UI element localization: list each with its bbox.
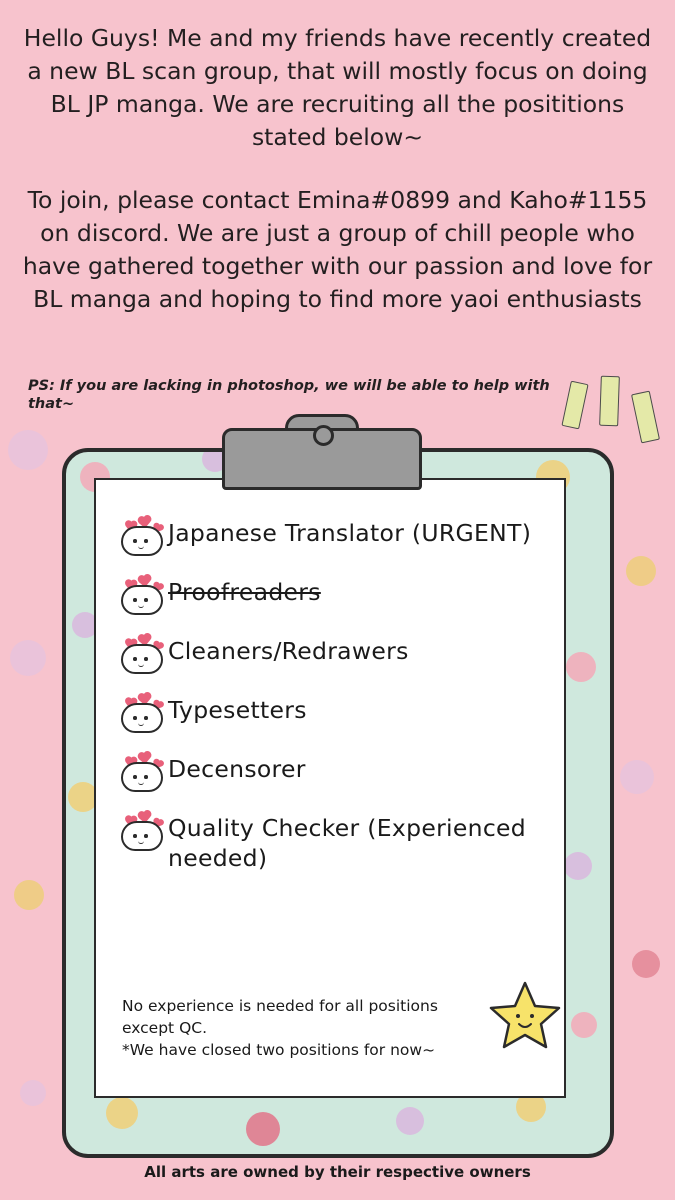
credit-text: All arts are owned by their respective owners bbox=[144, 1163, 531, 1181]
intro-text-block bbox=[0, 22, 675, 316]
list-item bbox=[118, 510, 558, 558]
sparkle-stroke-icon bbox=[631, 391, 660, 444]
confetti-dot bbox=[632, 950, 660, 978]
roles-list bbox=[118, 510, 558, 884]
blob-mascot-icon bbox=[118, 813, 168, 853]
board-dot bbox=[566, 652, 596, 682]
confetti-dot bbox=[10, 640, 46, 676]
confetti-dot bbox=[626, 556, 656, 586]
footnote-line-1: No experience is needed for all positions bbox=[122, 997, 438, 1015]
list-item bbox=[118, 628, 558, 676]
blob-mascot-icon bbox=[118, 577, 168, 617]
role-label: Cleaners/Redrawers bbox=[168, 637, 409, 665]
ps-note: PS: If you are lacking in photoshop, we will be able to help with that~ bbox=[28, 378, 550, 412]
board-dot bbox=[571, 1012, 597, 1038]
footnote-line-3: *We have closed two positions for now~ bbox=[122, 1041, 436, 1059]
confetti-dot bbox=[14, 880, 44, 910]
footnote-block bbox=[122, 995, 522, 1061]
board-dot bbox=[396, 1107, 424, 1135]
blob-mascot-icon bbox=[118, 754, 168, 794]
star-sticker-icon bbox=[488, 980, 562, 1050]
intro-paragraph-2: To join, please contact Emina#0899 and Kaho#1155 on discord. We are just a group of chill people who have gathered together with our passion and love for BL manga and hoping to find more yaoi enthusiasts bbox=[22, 186, 653, 313]
list-item bbox=[118, 687, 558, 735]
blob-mascot-icon bbox=[118, 636, 168, 676]
role-label: Decensorer bbox=[168, 755, 306, 783]
confetti-dot bbox=[8, 430, 48, 470]
role-label: Quality Checker (Experienced needed) bbox=[168, 814, 527, 872]
role-label: Japanese Translator (URGENT) bbox=[168, 519, 532, 547]
board-dot bbox=[106, 1097, 138, 1129]
intro-paragraph-1: Hello Guys! Me and my friends have recently created a new BL scan group, that will mostly focus on doing BL JP manga. We are recruiting all the posititions stated below~ bbox=[23, 24, 652, 151]
list-item bbox=[118, 569, 558, 617]
board-dot bbox=[564, 852, 592, 880]
sparkle-stroke-icon bbox=[599, 376, 620, 427]
board-dot bbox=[246, 1112, 280, 1146]
list-item bbox=[118, 746, 558, 794]
list-item bbox=[118, 805, 558, 873]
confetti-dot bbox=[20, 1080, 46, 1106]
blob-mascot-icon bbox=[118, 518, 168, 558]
blob-mascot-icon bbox=[118, 695, 168, 735]
role-label: Typesetters bbox=[168, 696, 307, 724]
role-label: Proofreaders bbox=[168, 578, 321, 606]
footnote-line-2: except QC. bbox=[122, 1019, 208, 1037]
confetti-dot bbox=[620, 760, 654, 794]
clipboard-clip-hole-icon bbox=[313, 425, 334, 446]
